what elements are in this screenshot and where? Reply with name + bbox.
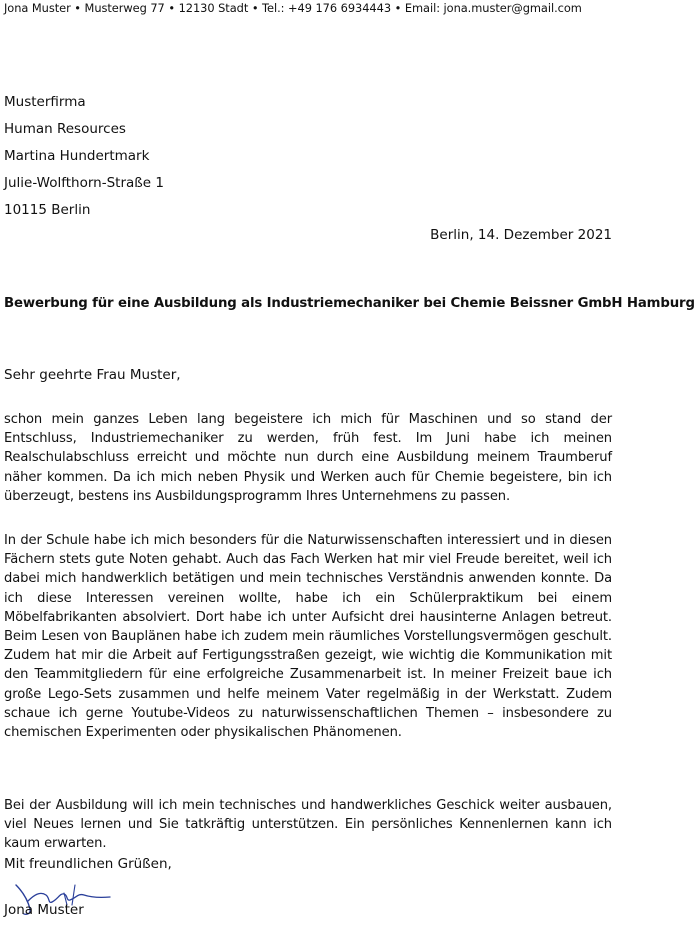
- body-paragraph-2: In der Schule habe ich mich besonders für die Naturwissenschaften interessiert und in diesen Fächern stets gute Noten gehabt. Auch das Fach Werken hat mir viel Freude bereitet, weil ich dabei mich handwerklich betätigen und mein technisches Verständnis anwenden konnte. Da ich diese Interessen vereinen wollte, habe ich ein Schülerpraktikum bei einem Möbelfabrikanten absolviert. Dort habe ich unter Aufsicht drei hausinterne Anlagen betreut. Beim Lesen von Bauplänen habe ich zudem mein räumliches Vorstellungsvermögen geschult. Zudem hat mir die Arbeit auf Fertigungsstraßen gezeigt, wie wichtig die Kommunikation mit den Teammitgliedern für eine erfolgreiche Zusammenarbeit ist. In meiner Freizeit baue ich große Lego-Sets zusammen und helfe meinem Vater regelmäßig in der Werkstatt. Zudem schaue ich gerne Youtube-Videos zu naturwissenschaftlichen Themen – insbesondere zu chemischen Experimenten oder physikalischen Phänomenen.: [4, 533, 612, 741]
- recipient-address-block: [4, 89, 164, 224]
- recipient-company: Musterfirma: [4, 94, 86, 110]
- letter-closing: Mit freundlichen Grüßen,: [4, 856, 172, 872]
- recipient-street: Julie-Wolfthorn-Straße 1: [4, 175, 164, 191]
- letter-subject: Bewerbung für eine Ausbildung als Industriemechaniker bei Chemie Beissner GmbH Hamburg: [4, 296, 695, 311]
- cover-letter-page: [4, 0, 695, 927]
- recipient-contact-name: Martina Hundertmark: [4, 148, 150, 164]
- signer-name: Jona Muster: [4, 902, 84, 918]
- letter-salutation: Sehr geehrte Frau Muster,: [4, 367, 181, 383]
- sender-address-line: Jona Muster • Musterweg 77 • 12130 Stadt • Tel.: +49 176 6934443 • Email: jona.muster@gmail.com: [4, 1, 582, 15]
- recipient-city: 10115 Berlin: [4, 202, 91, 218]
- body-paragraph-1: schon mein ganzes Leben lang begeistere ich mich für Maschinen und so stand der Entschluss, Industriemechaniker zu werden, früh fest. Im Juni habe ich meinen Realschulabschluss erreicht und möchte nun durch eine Ausbildung meinem Traumberuf näher kommen. Da ich mich neben Physik und Werken auch für Chemie begeistere, bin ich überzeugt, bestens ins Ausbildungsprogramm Ihres Unternehmens zu passen.: [4, 412, 612, 504]
- recipient-department: Human Resources: [4, 121, 126, 137]
- letter-date: Berlin, 14. Dezember 2021: [430, 227, 612, 243]
- body-paragraph-3: Bei der Ausbildung will ich mein technisches und handwerkliches Geschick weiter ausbauen, viel Neues lernen und Sie tatkräftig unterstützen. Ein persönliches Kennenlernen kann ich kaum erwarten.: [4, 798, 612, 852]
